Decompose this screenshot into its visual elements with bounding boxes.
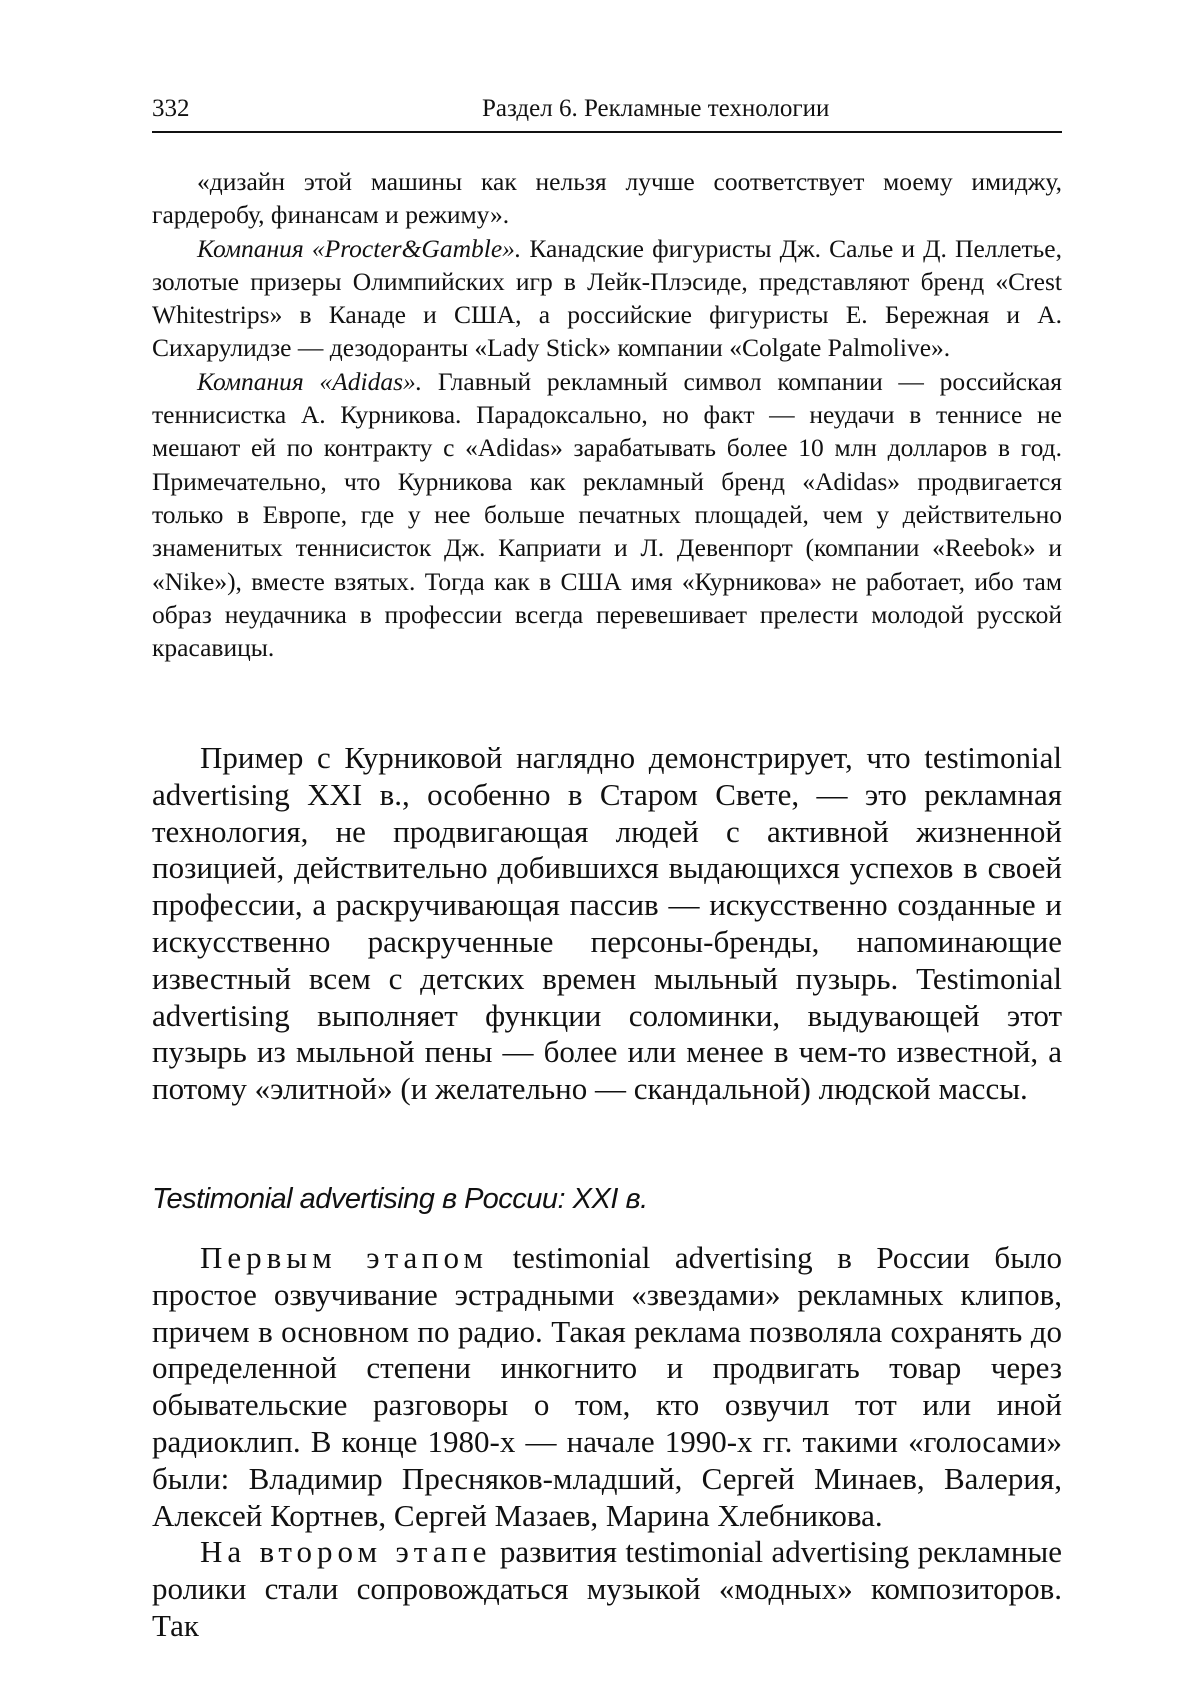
running-head [152, 94, 1062, 130]
stage-lead: Первым этапом [200, 1240, 488, 1275]
example-company-label: Компания «Procter&Gamble». [197, 233, 522, 263]
paragraph-text: testimonial advertising в России было простое озвучивание эстрадными «звездами» рекламных клипов, причем в основном по радио. Такая реклама позволяла сохранять до определенной степени инкогнито и продвигать товар через обывательские разговоры о том, кто озвучил тот или иной радиоклип. В конце 1980-х — начале 1990-х гг. такими «голосами» были: Владимир Пресняков-младший, Сергей Минаев, Валерия, Алексей Кортнев, Сергей Мазаев, Марина Хлебникова. [152, 1240, 1062, 1533]
example-text: Главный рекламный символ компании — российская теннисистка А. Курникова. Парадоксально, но факт — неудачи в теннисе не мешают ей по контракту с «Adidas» зарабатывать более 10 млн долларов в год. Примечательно, что Курникова как рекламный бренд «Adidas» продвигается только в Европе, где у нее больше печатных площадей, чем у действительно знаменитых теннисисток Дж. Каприати и Л. Девенпорт (компании «Reebok» и «Nike»), вместе взятых. Тогда как в США имя «Курникова» не работает, ибо там образ неудачника в профессии всегда перевешивает прелести молодой русской красавицы. [152, 366, 1062, 663]
section-heading: Testimonial advertising в России: XXI в. [152, 1183, 648, 1215]
main-text-block [152, 740, 1062, 1108]
paragraph-text: развития testimonial advertising рекламные ролики стали сопровождаться музыкой «модных» композиторов. Так [152, 1534, 1063, 1643]
body-paragraph-second-stage [152, 1534, 1062, 1644]
example-text: Канадские фигуристы Дж. Салье и Д. Пеллетье, золотые призеры Олимпийских игр в Лейк-Плэсиде, представляют бренд «Crest Whitestrips» в Канаде и США, а российские фигуристы Е. Бережная и А. Сихарулидзе — дезодоранты «Lady Stick» компании «Colgate Palmolive». [152, 233, 1062, 363]
body-paragraph: Пример с Курниковой наглядно демонстрирует, что testimonial advertising XXI в., особенно в Старом Свете, — это рекламная технология, не продвигающая людей с активной жизненной позицией, действительно добившихся выдающихся успехов в своей профессии, а раскручивающая пассив — искусственно созданные и искусственно раскрученные персоны-бренды, напоминающие известный всем с детских времен мыльный пузырь. Testimonial advertising выполняет функции соломинки, выдувающей этот пузырь из мыльной пены — более или менее в чем-то известной, а потому «элитной» (и желательно — скандальной) людской массы. [152, 740, 1062, 1107]
body-paragraph-first-stage [152, 1240, 1062, 1534]
header-rule [152, 131, 1062, 133]
section-text-block [152, 1240, 1062, 1645]
examples-block [152, 165, 1062, 664]
page-number: 332 [152, 95, 190, 122]
example-company-label: Компания «Adidas». [197, 366, 423, 396]
stage-lead: На втором этапе [200, 1534, 492, 1570]
running-head-title: Раздел 6. Рекламные технологии [482, 95, 830, 122]
example-paragraph-adidas [152, 365, 1062, 665]
example-paragraph-procter-gamble [152, 232, 1062, 365]
example-paragraph-continuation: «дизайн этой машины как нельзя лучше соответствует моему имиджу, гардеробу, финансам и режиму». [152, 167, 1062, 230]
